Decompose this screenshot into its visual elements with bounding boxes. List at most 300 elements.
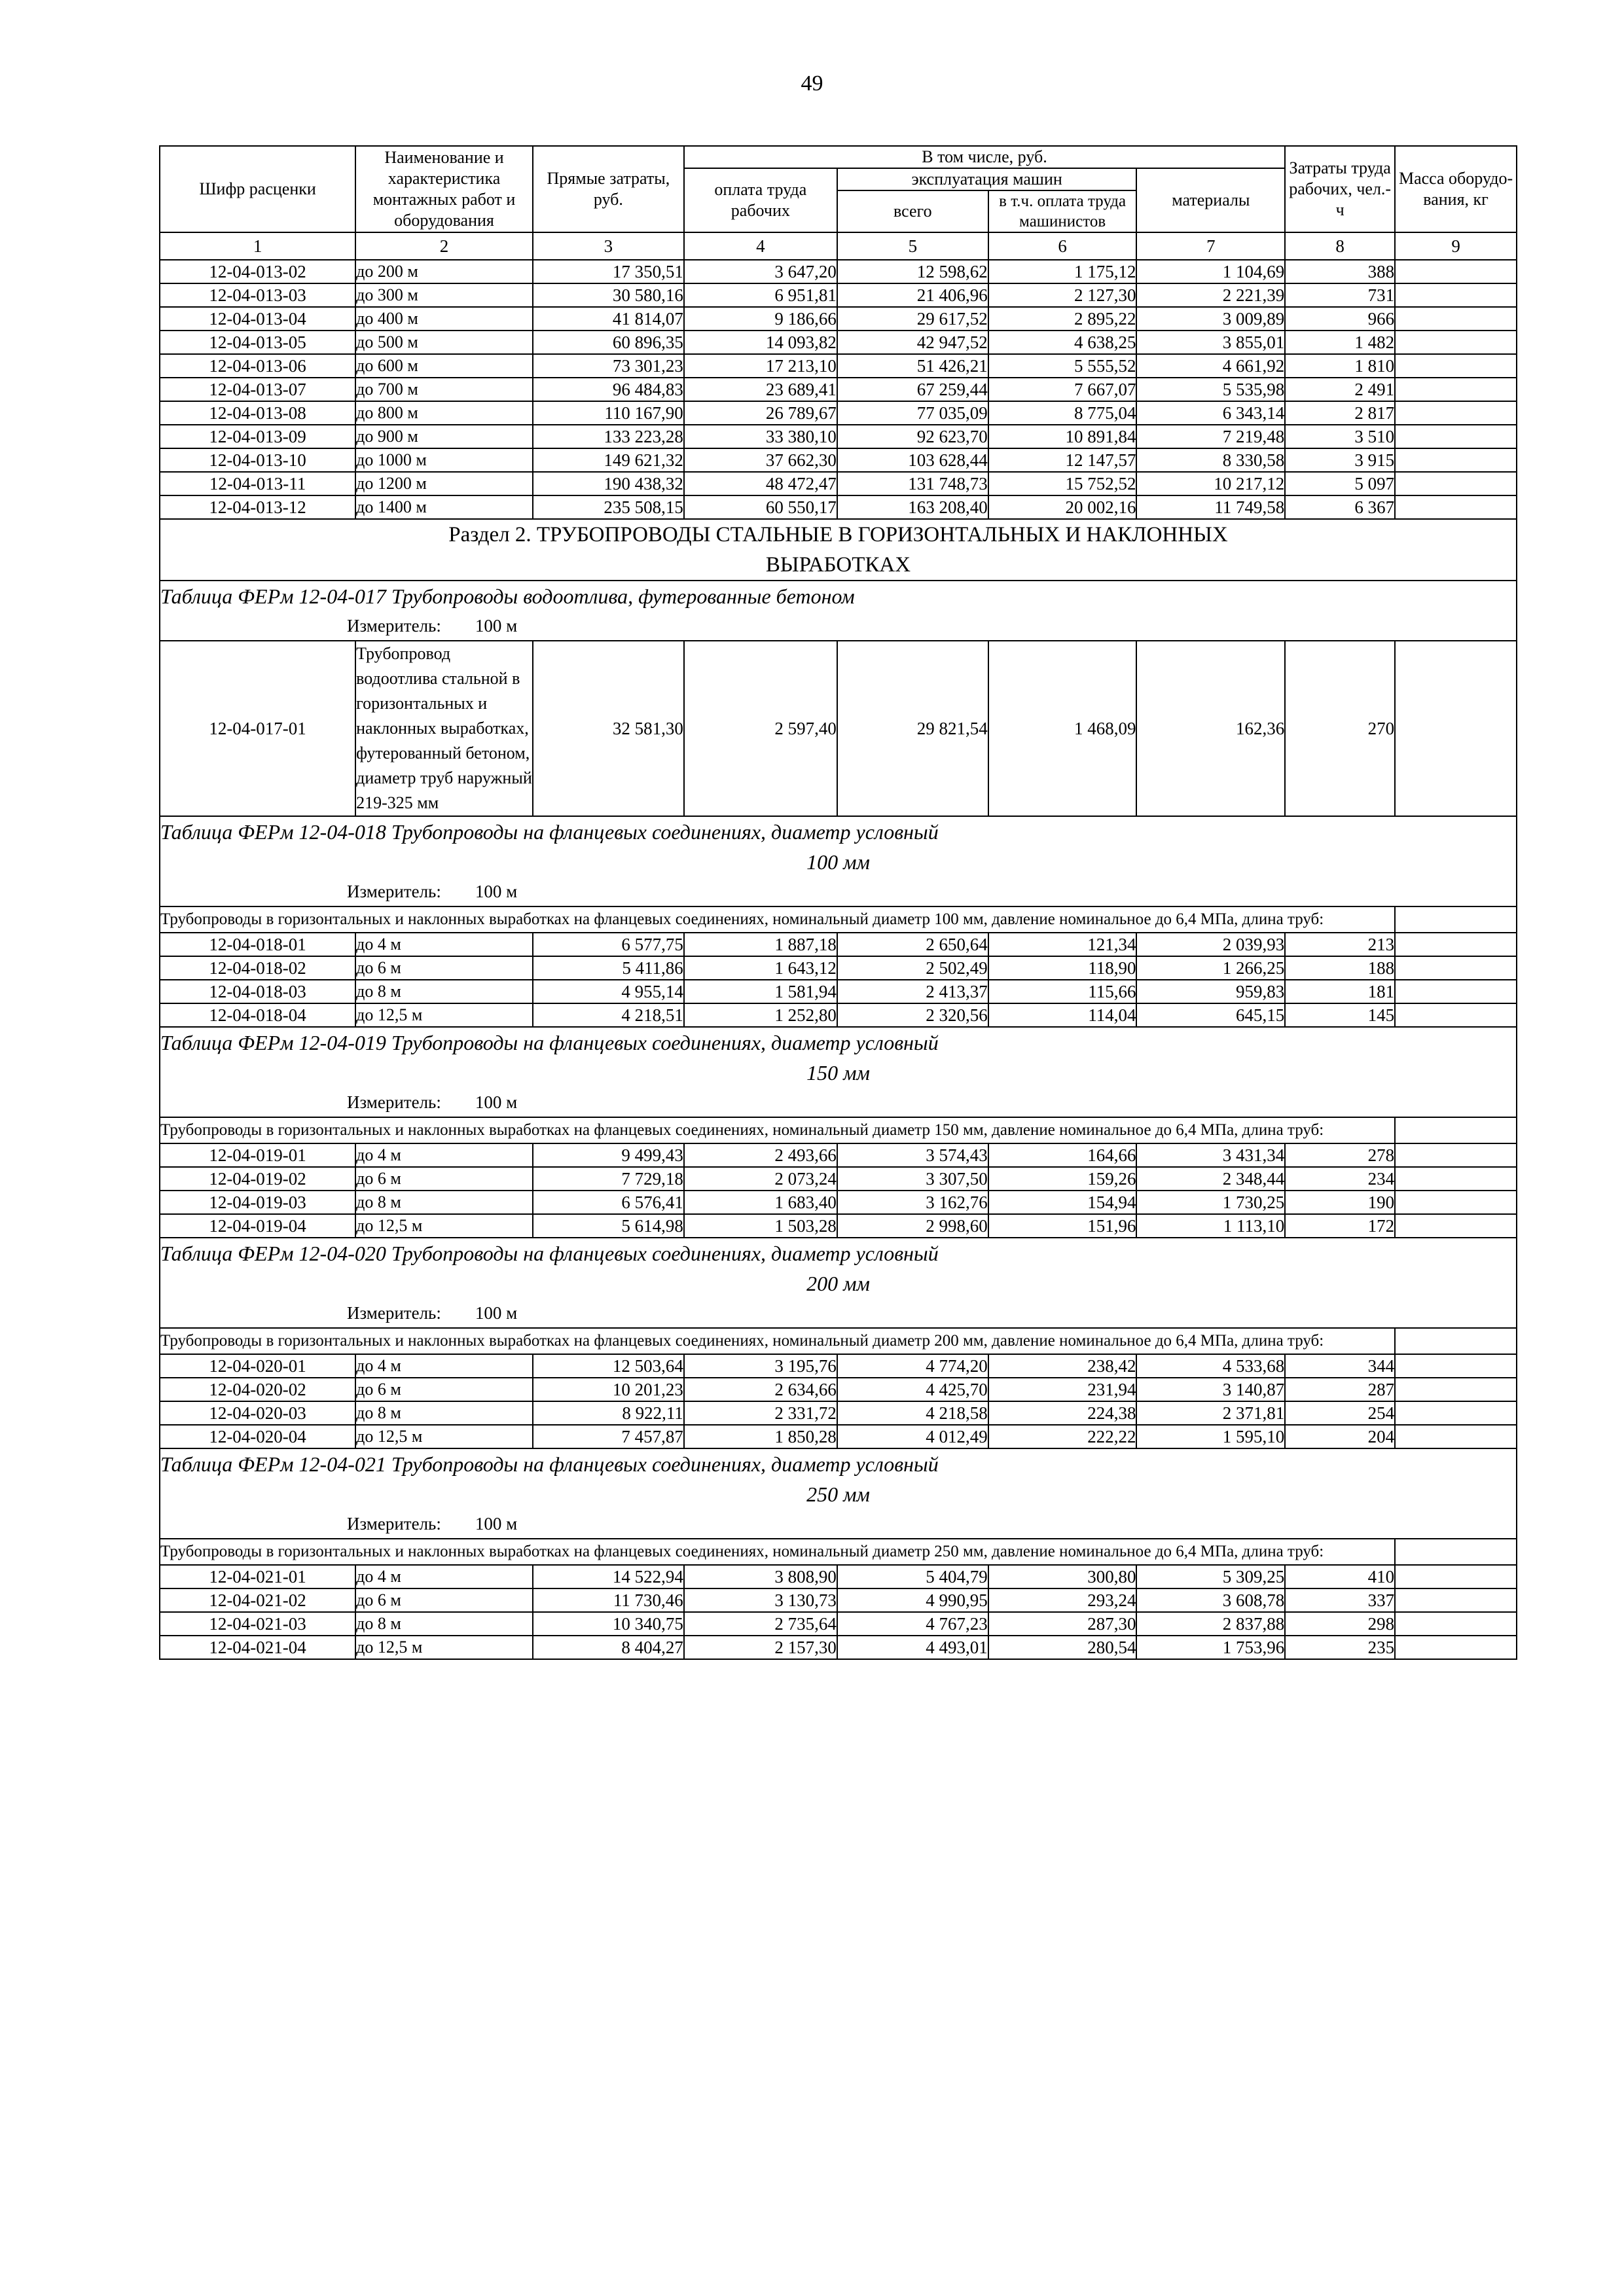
row-value-col3: 8 404,27 <box>533 1636 684 1659</box>
column-number-8: 8 <box>1285 232 1395 260</box>
row-value-col5: 103 628,44 <box>837 448 988 472</box>
row-value-col5: 4 493,01 <box>837 1636 988 1659</box>
row-value-col6: 1 175,12 <box>988 260 1137 283</box>
row-value-col4: 3 130,73 <box>684 1588 837 1612</box>
row-value-col7: 5 535,98 <box>1136 378 1285 401</box>
row-value-col6: 293,24 <box>988 1588 1137 1612</box>
t019-measure <box>160 1088 1516 1117</box>
t018-measure <box>160 877 1516 906</box>
t018-title-line2: 100 мм <box>806 850 870 874</box>
row-value-col4: 1 252,80 <box>684 1003 837 1027</box>
row-value-col9 <box>1395 1143 1517 1167</box>
column-number-4: 4 <box>684 232 837 260</box>
row-value-col4: 9 186,66 <box>684 307 837 331</box>
row-value-col8: 270 <box>1285 641 1395 816</box>
row-value-col5: 2 502,49 <box>837 956 988 980</box>
row-value-col7: 3 431,34 <box>1136 1143 1285 1167</box>
t018-group-description: Трубопроводы в горизонтальных и наклонных выработках на фланцевых соединениях, номинальный диаметр 100 мм, давление номинальное до 6,4 МПа, длина труб: <box>160 906 1395 933</box>
row-description: до 300 м <box>355 283 533 307</box>
row-code: 12-04-013-05 <box>160 331 355 354</box>
row-value-col9 <box>1395 307 1517 331</box>
row-value-col9 <box>1395 1588 1517 1612</box>
row-description: до 8 м <box>355 980 533 1003</box>
row-value-col6: 10 891,84 <box>988 425 1137 448</box>
row-value-col3: 60 896,35 <box>533 331 684 354</box>
table-row <box>160 495 1517 519</box>
row-description: до 6 м <box>355 1378 533 1401</box>
row-value-col7: 1 730,25 <box>1136 1191 1285 1214</box>
row-value-col7: 2 221,39 <box>1136 283 1285 307</box>
row-value-col8: 278 <box>1285 1143 1395 1167</box>
row-value-col9 <box>1395 1612 1517 1636</box>
row-value-col6: 151,96 <box>988 1214 1137 1238</box>
t019-group-description: Трубопроводы в горизонтальных и наклонных выработках на фланцевых соединениях, номинальный диаметр 150 мм, давление номинальное до 6,4 МПа, длина труб: <box>160 1117 1395 1143</box>
t018-group-row <box>160 906 1517 933</box>
row-description: до 4 м <box>355 933 533 956</box>
row-value-col5: 2 998,60 <box>837 1214 988 1238</box>
row-description: до 12,5 м <box>355 1425 533 1448</box>
table-row <box>160 1003 1517 1027</box>
table-row <box>160 1588 1517 1612</box>
row-value-col4: 3 808,90 <box>684 1565 837 1588</box>
row-value-col4: 1 503,28 <box>684 1214 837 1238</box>
row-description: до 1400 м <box>355 495 533 519</box>
t021-measure <box>160 1509 1516 1538</box>
row-value-col6: 115,66 <box>988 980 1137 1003</box>
t020-group-blank <box>1395 1328 1517 1354</box>
row-value-col4: 37 662,30 <box>684 448 837 472</box>
row-value-col3: 8 922,11 <box>533 1401 684 1425</box>
row-value-col3: 14 522,94 <box>533 1565 684 1588</box>
t017-title <box>160 581 1517 641</box>
row-value-col4: 48 472,47 <box>684 472 837 495</box>
row-value-col3: 10 201,23 <box>533 1378 684 1401</box>
row-value-col3: 6 577,75 <box>533 933 684 956</box>
row-value-col7: 162,36 <box>1136 641 1285 816</box>
row-description: до 8 м <box>355 1612 533 1636</box>
row-value-col6: 287,30 <box>988 1612 1137 1636</box>
row-value-col5: 3 162,76 <box>837 1191 988 1214</box>
t019-group-blank <box>1395 1117 1517 1143</box>
t021-title-row <box>160 1448 1517 1539</box>
header-cell-name: Наименование и характеристика монтажных работ и оборудования <box>355 146 533 232</box>
table-row <box>160 354 1517 378</box>
row-value-col5: 4 767,23 <box>837 1612 988 1636</box>
table-row <box>160 1354 1517 1378</box>
row-value-col5: 4 425,70 <box>837 1378 988 1401</box>
row-value-col4: 14 093,82 <box>684 331 837 354</box>
header-cell-total: всего <box>837 190 988 232</box>
t020-group-row <box>160 1328 1517 1354</box>
table-row <box>160 1636 1517 1659</box>
column-number-5: 5 <box>837 232 988 260</box>
row-value-col9 <box>1395 1401 1517 1425</box>
row-value-col9 <box>1395 1003 1517 1027</box>
t018-group-blank <box>1395 906 1517 933</box>
t020-measure-label: Измеритель: <box>347 1303 441 1323</box>
row-value-col6: 222,22 <box>988 1425 1137 1448</box>
row-description: до 8 м <box>355 1401 533 1425</box>
table-row <box>160 980 1517 1003</box>
row-code: 12-04-020-04 <box>160 1425 355 1448</box>
row-value-col8: 188 <box>1285 956 1395 980</box>
row-value-col5: 131 748,73 <box>837 472 988 495</box>
row-value-col5: 77 035,09 <box>837 401 988 425</box>
row-value-col6: 164,66 <box>988 1143 1137 1167</box>
row-value-col9 <box>1395 425 1517 448</box>
row-value-col6: 8 775,04 <box>988 401 1137 425</box>
row-value-col7: 4 533,68 <box>1136 1354 1285 1378</box>
row-value-col8: 2 817 <box>1285 401 1395 425</box>
row-value-col3: 133 223,28 <box>533 425 684 448</box>
row-description: до 500 м <box>355 331 533 354</box>
t018-title-line1: Таблица ФЕРм 12-04-018 Трубопроводы на фланцевых соединениях, диаметр условный <box>160 820 939 844</box>
row-value-col5: 51 426,21 <box>837 354 988 378</box>
column-number-row <box>160 232 1517 260</box>
t018-measure-value: 100 м <box>475 882 518 901</box>
row-value-col5: 2 413,37 <box>837 980 988 1003</box>
row-value-col9 <box>1395 378 1517 401</box>
row-value-col9 <box>1395 472 1517 495</box>
row-value-col8: 145 <box>1285 1003 1395 1027</box>
row-value-col3: 11 730,46 <box>533 1588 684 1612</box>
row-code: 12-04-019-02 <box>160 1167 355 1191</box>
row-value-col3: 149 621,32 <box>533 448 684 472</box>
row-value-col8: 204 <box>1285 1425 1395 1448</box>
row-code: 12-04-013-11 <box>160 472 355 495</box>
t021-title-line1: Таблица ФЕРм 12-04-021 Трубопроводы на фланцевых соединениях, диаметр условный <box>160 1452 939 1476</box>
row-value-col4: 1 643,12 <box>684 956 837 980</box>
row-description: до 4 м <box>355 1143 533 1167</box>
row-value-col7: 3 608,78 <box>1136 1588 1285 1612</box>
row-value-col9 <box>1395 1565 1517 1588</box>
t020-group-description: Трубопроводы в горизонтальных и наклонных выработках на фланцевых соединениях, номинальный диаметр 200 мм, давление номинальное до 6,4 МПа, длина труб: <box>160 1328 1395 1354</box>
header-cell-direct-costs: Прямые затраты, руб. <box>533 146 684 232</box>
column-number-6: 6 <box>988 232 1137 260</box>
header-cell-labor: Затраты труда рабочих, чел.-ч <box>1285 146 1395 232</box>
column-number-2: 2 <box>355 232 533 260</box>
table-row <box>160 1565 1517 1588</box>
section-banner <box>160 519 1517 581</box>
row-value-col3: 73 301,23 <box>533 354 684 378</box>
t017-measure-value: 100 м <box>475 616 518 636</box>
row-value-col6: 2 127,30 <box>988 283 1137 307</box>
row-value-col4: 2 157,30 <box>684 1636 837 1659</box>
row-value-col7: 959,83 <box>1136 980 1285 1003</box>
row-value-col7: 1 113,10 <box>1136 1214 1285 1238</box>
page-number: 49 <box>801 71 823 96</box>
row-description: до 1000 м <box>355 448 533 472</box>
t021-group-blank <box>1395 1539 1517 1565</box>
row-value-col4: 2 073,24 <box>684 1167 837 1191</box>
row-value-col6: 231,94 <box>988 1378 1137 1401</box>
row-value-col3: 110 167,90 <box>533 401 684 425</box>
t019-title <box>160 1027 1517 1117</box>
row-value-col7: 3 855,01 <box>1136 331 1285 354</box>
row-description: до 1200 м <box>355 472 533 495</box>
row-value-col7: 1 104,69 <box>1136 260 1285 283</box>
row-value-col8: 298 <box>1285 1612 1395 1636</box>
row-code: 12-04-018-03 <box>160 980 355 1003</box>
row-value-col7: 8 330,58 <box>1136 448 1285 472</box>
row-value-col8: 966 <box>1285 307 1395 331</box>
t020-measure-value: 100 м <box>475 1303 518 1323</box>
row-value-col6: 5 555,52 <box>988 354 1137 378</box>
row-value-col9 <box>1395 260 1517 283</box>
row-value-col4: 3 195,76 <box>684 1354 837 1378</box>
row-value-col4: 17 213,10 <box>684 354 837 378</box>
t019-group-row <box>160 1117 1517 1143</box>
row-value-col6: 15 752,52 <box>988 472 1137 495</box>
row-code: 12-04-018-02 <box>160 956 355 980</box>
column-number-7: 7 <box>1136 232 1285 260</box>
row-value-col5: 4 774,20 <box>837 1354 988 1378</box>
table-row <box>160 1143 1517 1167</box>
row-value-col5: 2 650,64 <box>837 933 988 956</box>
table-row <box>160 1167 1517 1191</box>
row-value-col9 <box>1395 933 1517 956</box>
row-value-col4: 2 331,72 <box>684 1401 837 1425</box>
row-value-col3: 190 438,32 <box>533 472 684 495</box>
row-value-col7: 10 217,12 <box>1136 472 1285 495</box>
row-value-col3: 4 218,51 <box>533 1003 684 1027</box>
row-description: Трубопровод водоотлива стальной в горизонтальных и наклонных выработках, футерованный бетоном, диаметр труб наружный 219-325 мм <box>355 641 533 816</box>
row-value-col9 <box>1395 1191 1517 1214</box>
row-value-col8: 235 <box>1285 1636 1395 1659</box>
row-value-col3: 235 508,15 <box>533 495 684 519</box>
row-value-col5: 42 947,52 <box>837 331 988 354</box>
row-value-col3: 6 576,41 <box>533 1191 684 1214</box>
row-value-col6: 159,26 <box>988 1167 1137 1191</box>
row-value-col8: 3 510 <box>1285 425 1395 448</box>
row-value-col7: 1 753,96 <box>1136 1636 1285 1659</box>
row-value-col9 <box>1395 1167 1517 1191</box>
row-value-col4: 1 581,94 <box>684 980 837 1003</box>
row-value-col5: 3 574,43 <box>837 1143 988 1167</box>
row-code: 12-04-013-06 <box>160 354 355 378</box>
row-value-col4: 26 789,67 <box>684 401 837 425</box>
row-value-col4: 6 951,81 <box>684 283 837 307</box>
row-value-col7: 5 309,25 <box>1136 1565 1285 1588</box>
row-description: до 12,5 м <box>355 1003 533 1027</box>
row-description: до 12,5 м <box>355 1214 533 1238</box>
row-value-col5: 29 821,54 <box>837 641 988 816</box>
row-value-col5: 4 218,58 <box>837 1401 988 1425</box>
row-description: до 6 м <box>355 1167 533 1191</box>
t021-group-row <box>160 1539 1517 1565</box>
t018-measure-label: Измеритель: <box>347 882 441 901</box>
row-description: до 4 м <box>355 1565 533 1588</box>
row-value-col7: 2 371,81 <box>1136 1401 1285 1425</box>
row-value-col7: 3 140,87 <box>1136 1378 1285 1401</box>
row-code: 12-04-013-08 <box>160 401 355 425</box>
row-value-col7: 3 009,89 <box>1136 307 1285 331</box>
t021-measure-label: Измеритель: <box>347 1514 441 1534</box>
row-value-col5: 4 012,49 <box>837 1425 988 1448</box>
row-value-col4: 3 647,20 <box>684 260 837 283</box>
row-value-col6: 7 667,07 <box>988 378 1137 401</box>
row-value-col4: 1 887,18 <box>684 933 837 956</box>
table-row <box>160 307 1517 331</box>
row-value-col3: 10 340,75 <box>533 1612 684 1636</box>
table-row <box>160 472 1517 495</box>
row-value-col5: 92 623,70 <box>837 425 988 448</box>
header-cell-group-including: В том числе, руб. <box>684 146 1285 168</box>
row-code: 12-04-018-01 <box>160 933 355 956</box>
row-description: до 600 м <box>355 354 533 378</box>
table-row <box>160 283 1517 307</box>
row-code: 12-04-013-04 <box>160 307 355 331</box>
row-description: до 8 м <box>355 1191 533 1214</box>
row-value-col6: 121,34 <box>988 933 1137 956</box>
header-row <box>160 146 1517 168</box>
t020-title-row <box>160 1238 1517 1328</box>
row-code: 12-04-013-12 <box>160 495 355 519</box>
t018-title-row <box>160 816 1517 906</box>
row-value-col8: 287 <box>1285 1378 1395 1401</box>
row-value-col7: 11 749,58 <box>1136 495 1285 519</box>
row-code: 12-04-021-03 <box>160 1612 355 1636</box>
row-value-col9 <box>1395 1636 1517 1659</box>
table-row <box>160 1378 1517 1401</box>
row-code: 12-04-013-09 <box>160 425 355 448</box>
table-row <box>160 448 1517 472</box>
section-banner-row <box>160 519 1517 581</box>
row-value-col8: 172 <box>1285 1214 1395 1238</box>
t021-group-description: Трубопроводы в горизонтальных и наклонных выработках на фланцевых соединениях, номинальный диаметр 250 мм, давление номинальное до 6,4 МПа, длина труб: <box>160 1539 1395 1565</box>
row-value-col4: 1 850,28 <box>684 1425 837 1448</box>
row-value-col5: 67 259,44 <box>837 378 988 401</box>
row-value-col8: 254 <box>1285 1401 1395 1425</box>
row-value-col3: 5 614,98 <box>533 1214 684 1238</box>
column-number-9: 9 <box>1395 232 1517 260</box>
row-value-col9 <box>1395 1425 1517 1448</box>
row-value-col4: 2 735,64 <box>684 1612 837 1636</box>
row-value-col6: 1 468,09 <box>988 641 1137 816</box>
row-value-col9 <box>1395 956 1517 980</box>
row-value-col5: 12 598,62 <box>837 260 988 283</box>
t020-title-line1: Таблица ФЕРм 12-04-020 Трубопроводы на фланцевых соединениях, диаметр условный <box>160 1242 939 1265</box>
t020-measure <box>160 1299 1516 1327</box>
row-value-col3: 96 484,83 <box>533 378 684 401</box>
row-value-col5: 21 406,96 <box>837 283 988 307</box>
table-row <box>160 1214 1517 1238</box>
row-value-col9 <box>1395 283 1517 307</box>
row-description: до 400 м <box>355 307 533 331</box>
row-value-col7: 7 219,48 <box>1136 425 1285 448</box>
row-value-col4: 33 380,10 <box>684 425 837 448</box>
t021-title <box>160 1448 1517 1539</box>
table-row <box>160 401 1517 425</box>
table-row <box>160 956 1517 980</box>
row-value-col8: 410 <box>1285 1565 1395 1588</box>
header-cell-equipment-mass: Масса оборудо-вания, кг <box>1395 146 1517 232</box>
row-value-col3: 32 581,30 <box>533 641 684 816</box>
row-value-col7: 1 266,25 <box>1136 956 1285 980</box>
row-value-col3: 30 580,16 <box>533 283 684 307</box>
row-value-col8: 5 097 <box>1285 472 1395 495</box>
row-value-col9 <box>1395 641 1517 816</box>
t017-measure-label: Измеритель: <box>347 616 441 636</box>
row-value-col8: 2 491 <box>1285 378 1395 401</box>
row-value-col8: 1 810 <box>1285 354 1395 378</box>
table-row <box>160 331 1517 354</box>
row-code: 12-04-013-03 <box>160 283 355 307</box>
row-value-col3: 41 814,07 <box>533 307 684 331</box>
t020-title-line2: 200 мм <box>806 1272 870 1295</box>
row-value-col6: 118,90 <box>988 956 1137 980</box>
row-value-col7: 2 039,93 <box>1136 933 1285 956</box>
t017-title-text: Таблица ФЕРм 12-04-017 Трубопроводы водоотлива, футерованные бетоном <box>160 584 855 608</box>
header-cell-group-machines: эксплуатация машин <box>837 168 1137 190</box>
table-row <box>160 933 1517 956</box>
row-code: 12-04-020-01 <box>160 1354 355 1378</box>
t017-measure <box>160 611 1516 640</box>
row-value-col4: 1 683,40 <box>684 1191 837 1214</box>
row-value-col5: 2 320,56 <box>837 1003 988 1027</box>
row-value-col7: 1 595,10 <box>1136 1425 1285 1448</box>
row-value-col9 <box>1395 401 1517 425</box>
table-body <box>160 146 1517 1659</box>
row-value-col7: 4 661,92 <box>1136 354 1285 378</box>
row-value-col5: 5 404,79 <box>837 1565 988 1588</box>
row-value-col8: 344 <box>1285 1354 1395 1378</box>
row-value-col8: 388 <box>1285 260 1395 283</box>
t019-title-row <box>160 1027 1517 1117</box>
table-row <box>160 260 1517 283</box>
t021-measure-value: 100 м <box>475 1514 518 1534</box>
row-value-col6: 300,80 <box>988 1565 1137 1588</box>
row-description: до 800 м <box>355 401 533 425</box>
row-value-col9 <box>1395 1378 1517 1401</box>
table-row <box>160 378 1517 401</box>
estimate-table <box>159 145 1517 1660</box>
row-value-col8: 181 <box>1285 980 1395 1003</box>
row-value-col9 <box>1395 980 1517 1003</box>
row-value-col6: 280,54 <box>988 1636 1137 1659</box>
row-value-col7: 6 343,14 <box>1136 401 1285 425</box>
table-row <box>160 641 1517 816</box>
row-value-col8: 3 915 <box>1285 448 1395 472</box>
table-row <box>160 1191 1517 1214</box>
row-code: 12-04-021-04 <box>160 1636 355 1659</box>
row-value-col8: 6 367 <box>1285 495 1395 519</box>
row-code: 12-04-013-07 <box>160 378 355 401</box>
row-code: 12-04-019-04 <box>160 1214 355 1238</box>
row-value-col9 <box>1395 331 1517 354</box>
row-value-col4: 2 597,40 <box>684 641 837 816</box>
row-value-col3: 4 955,14 <box>533 980 684 1003</box>
row-code: 12-04-021-01 <box>160 1565 355 1588</box>
row-description: до 200 м <box>355 260 533 283</box>
t021-title-line2: 250 мм <box>806 1482 870 1506</box>
section-title-line2: ВЫРАБОТКАХ <box>765 553 911 577</box>
row-description: до 6 м <box>355 1588 533 1612</box>
t020-title <box>160 1238 1517 1328</box>
t017-title-row <box>160 581 1517 641</box>
row-description: до 6 м <box>355 956 533 980</box>
t018-title <box>160 816 1517 906</box>
t019-title-line1: Таблица ФЕРм 12-04-019 Трубопроводы на фланцевых соединениях, диаметр условный <box>160 1031 939 1054</box>
row-value-col9 <box>1395 1354 1517 1378</box>
row-value-col7: 2 348,44 <box>1136 1167 1285 1191</box>
row-value-col4: 2 634,66 <box>684 1378 837 1401</box>
row-description: до 700 м <box>355 378 533 401</box>
row-value-col9 <box>1395 495 1517 519</box>
row-value-col5: 4 990,95 <box>837 1588 988 1612</box>
row-description: до 900 м <box>355 425 533 448</box>
row-description: до 4 м <box>355 1354 533 1378</box>
